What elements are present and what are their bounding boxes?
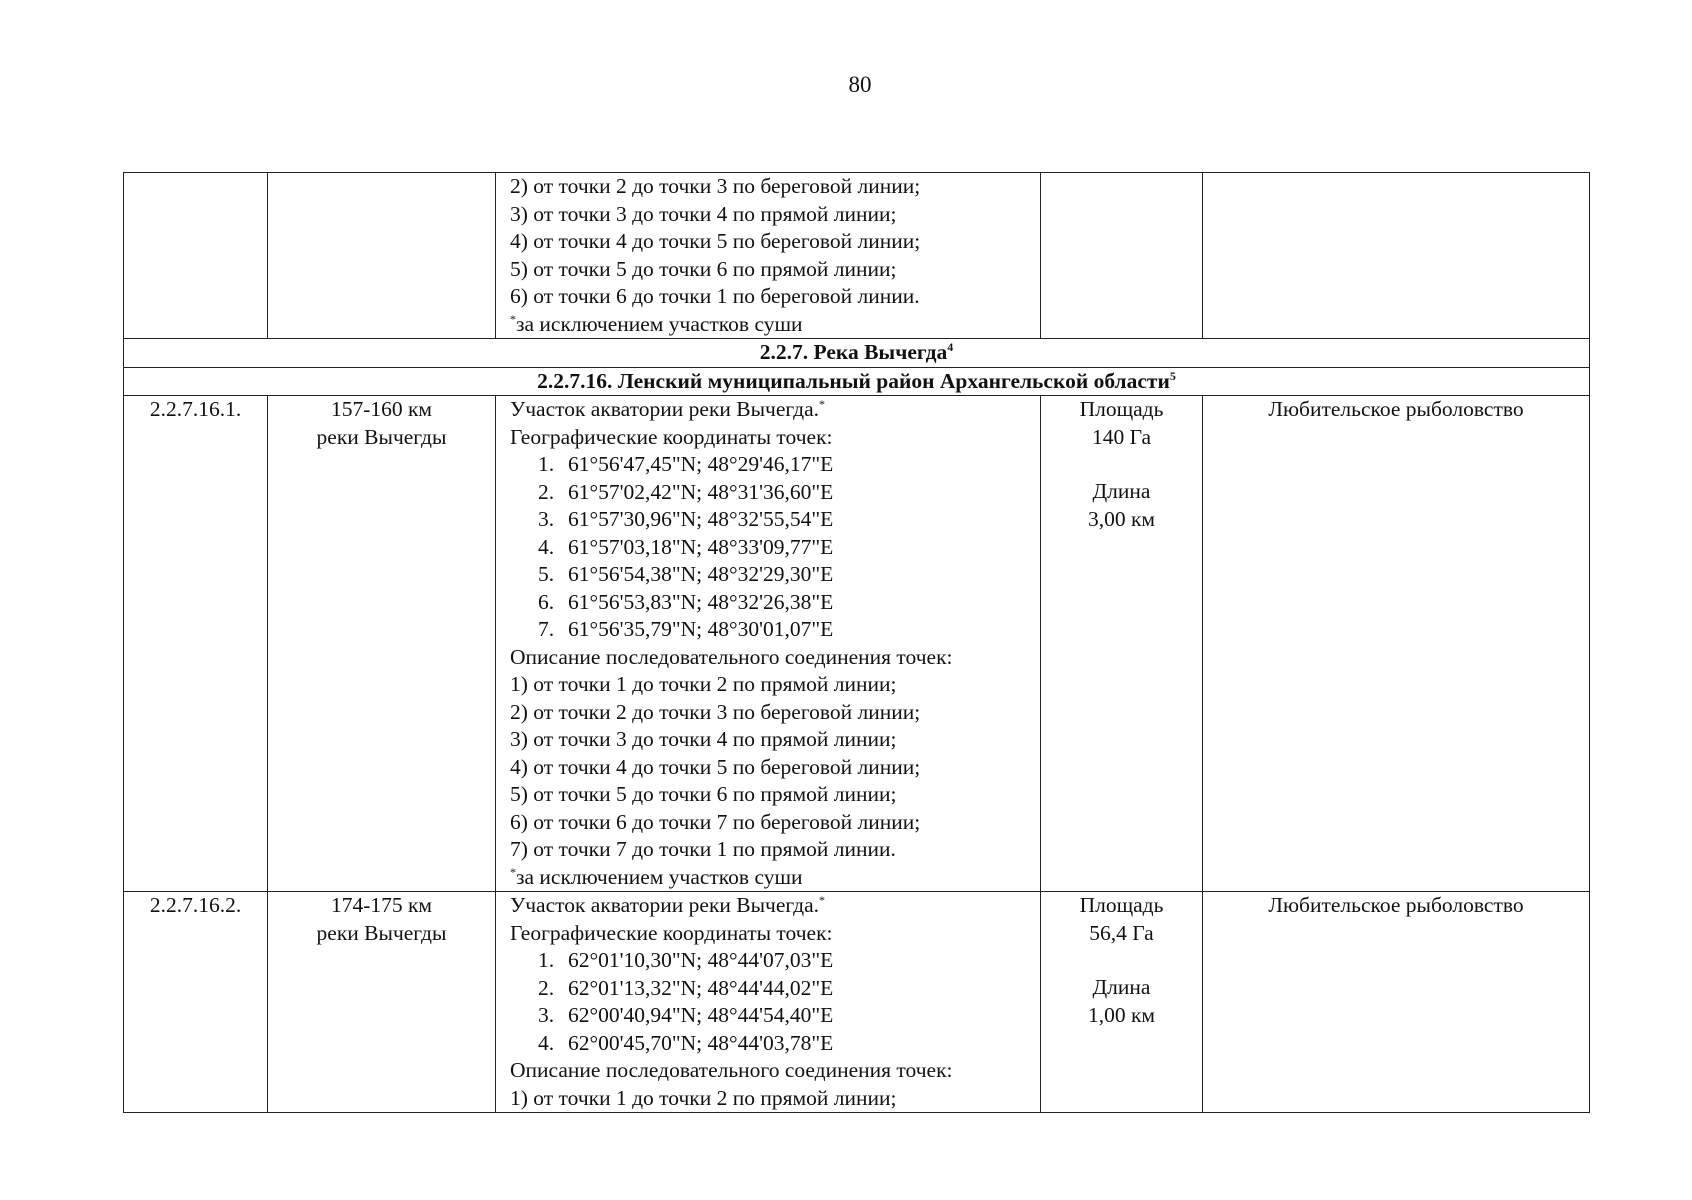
connection-heading: Описание последовательного соединения точек: — [510, 1058, 953, 1082]
table-row — [124, 396, 1590, 892]
coordinate-value: 61°56'53,83"N; 48°32'26,38"E — [568, 589, 834, 614]
coordinate-value: 61°56'54,38"N; 48°32'29,30"E — [568, 562, 834, 586]
section-header-footnote: 4 — [947, 340, 954, 354]
connection-line: 5) от точки 5 до точки 6 по прямой линии; — [510, 782, 897, 806]
footnote-text: за исключением участков суши — [516, 864, 803, 889]
continuation-location-cell — [268, 173, 496, 339]
coords-heading: Географические координаты точек: — [510, 920, 833, 945]
continuation-row — [124, 173, 1590, 339]
coordinate-index: 4. — [538, 1030, 555, 1055]
coordinate-index: 6. — [538, 589, 555, 614]
connection-line: 4) от точки 4 до точки 5 по береговой линии; — [510, 754, 921, 779]
section-header — [124, 339, 1590, 368]
footnote-mark: * — [819, 893, 826, 907]
coordinate-value: 62°01'10,30"N; 48°44'07,03"E — [568, 948, 834, 972]
area-value: 56,4 Га — [1089, 920, 1154, 945]
coordinate-item — [510, 451, 1040, 479]
continuation-description-cell — [496, 173, 1041, 339]
row-location — [268, 396, 496, 892]
location-river: реки Вычегды — [316, 920, 447, 945]
coordinate-index: 1. — [538, 948, 555, 972]
coordinate-value: 61°57'30,96"N; 48°32'55,54"E — [568, 507, 834, 531]
length-value: 1,00 км — [1087, 1002, 1156, 1027]
subsection-header — [124, 367, 1590, 396]
connection-line: 3) от точки 3 до точки 4 по прямой линии; — [510, 727, 897, 751]
coordinate-index: 4. — [538, 534, 555, 559]
coordinate-item — [510, 534, 1040, 562]
row-number: 2.2.7.16.1. — [124, 396, 268, 892]
subsection-header-text: 2.2.7.16. Ленский муниципальный район Архангельской области — [537, 368, 1170, 393]
row-description — [496, 892, 1041, 1113]
row-description — [496, 396, 1041, 892]
subsection-header-row — [124, 367, 1590, 396]
length-label: Длина — [1092, 479, 1151, 503]
coordinate-value: 61°57'03,18"N; 48°33'09,77"E — [568, 534, 834, 559]
coordinate-value: 61°56'47,45"N; 48°29'46,17"E — [568, 452, 834, 476]
table-row — [124, 892, 1590, 1113]
coordinate-item — [510, 975, 1040, 1003]
subsection-header-footnote: 5 — [1169, 368, 1176, 383]
connection-heading: Описание последовательного соединения точек: — [510, 644, 953, 669]
coords-heading: Географические координаты точек: — [510, 424, 833, 449]
area-label: Площадь — [1079, 397, 1164, 421]
continuation-usage-cell — [1203, 173, 1590, 339]
continuation-number-cell — [124, 173, 268, 339]
coordinate-value: 61°56'35,79"N; 48°30'01,07"E — [568, 617, 834, 641]
location-km: 157-160 км — [330, 397, 433, 421]
footnote-line — [510, 311, 1040, 339]
page-number: 80 — [848, 72, 872, 97]
row-usage: Любительское рыболовство — [1203, 892, 1590, 1113]
coordinate-index: 5. — [538, 562, 555, 586]
coordinate-item — [510, 947, 1040, 975]
footnote-line — [510, 864, 1040, 892]
connection-line: 1) от точки 1 до точки 2 по прямой линии; — [510, 1085, 897, 1110]
footnote-mark: * — [510, 864, 516, 879]
continuation-params-cell — [1041, 173, 1203, 339]
connection-line: 6) от точки 6 до точки 7 по береговой линии; — [510, 809, 921, 834]
location-river: реки Вычегды — [316, 424, 447, 449]
area-title — [510, 396, 1040, 424]
area-label: Площадь — [1079, 893, 1164, 917]
connection-line: 4) от точки 4 до точки 5 по береговой линии; — [510, 229, 921, 253]
fishing-areas-table — [123, 172, 1590, 1113]
area-title-text: Участок акватории реки Вычегда. — [510, 397, 820, 421]
length-value: 3,00 км — [1087, 506, 1156, 531]
row-location — [268, 892, 496, 1113]
coordinate-item — [510, 561, 1040, 589]
footnote-text: за исключением участков суши — [516, 311, 803, 336]
area-title-text: Участок акватории реки Вычегда. — [510, 893, 820, 917]
connection-line: 3) от точки 3 до точки 4 по прямой линии; — [510, 201, 897, 226]
coordinate-item — [510, 506, 1040, 534]
coordinate-item — [510, 616, 1040, 644]
coordinate-value: 61°57'02,42"N; 48°31'36,60"E — [568, 479, 834, 504]
coordinate-value: 62°00'40,94"N; 48°44'54,40"E — [568, 1003, 834, 1027]
row-params — [1041, 396, 1203, 892]
area-value: 140 Га — [1091, 424, 1152, 449]
section-header-row — [124, 339, 1590, 368]
coordinate-item — [510, 479, 1040, 507]
row-params — [1041, 892, 1203, 1113]
coordinate-index: 2. — [538, 975, 555, 1000]
footnote-mark: * — [819, 397, 826, 411]
coordinate-value: 62°01'13,32"N; 48°44'44,02"E — [568, 975, 834, 1000]
connection-line: 2) от точки 2 до точки 3 по береговой линии; — [510, 699, 921, 724]
connection-line: 7) от точки 7 до точки 1 по прямой линии. — [510, 837, 896, 861]
coordinate-index: 2. — [538, 479, 555, 504]
coordinate-index: 3. — [538, 1003, 555, 1027]
coordinate-index: 7. — [538, 617, 555, 641]
coordinate-item — [510, 1002, 1040, 1030]
row-number: 2.2.7.16.2. — [124, 892, 268, 1113]
connection-line: 6) от точки 6 до точки 1 по береговой линии. — [510, 284, 920, 308]
length-label: Длина — [1092, 975, 1151, 999]
section-header-text: 2.2.7. Река Вычегда — [759, 340, 948, 364]
row-usage: Любительское рыболовство — [1203, 396, 1590, 892]
connection-line: 2) от точки 2 до точки 3 по береговой линии; — [510, 174, 921, 198]
coordinate-index: 3. — [538, 507, 555, 531]
coordinate-value: 62°00'45,70"N; 48°44'03,78"E — [568, 1030, 834, 1055]
connection-line: 1) от точки 1 до точки 2 по прямой линии; — [510, 672, 897, 696]
location-km: 174-175 км — [330, 893, 433, 917]
coordinate-item — [510, 1030, 1040, 1058]
footnote-mark: * — [510, 311, 516, 326]
coordinate-index: 1. — [538, 452, 555, 476]
area-title — [510, 892, 1040, 920]
coordinate-item — [510, 589, 1040, 617]
connection-line: 5) от точки 5 до точки 6 по прямой линии; — [510, 256, 897, 281]
